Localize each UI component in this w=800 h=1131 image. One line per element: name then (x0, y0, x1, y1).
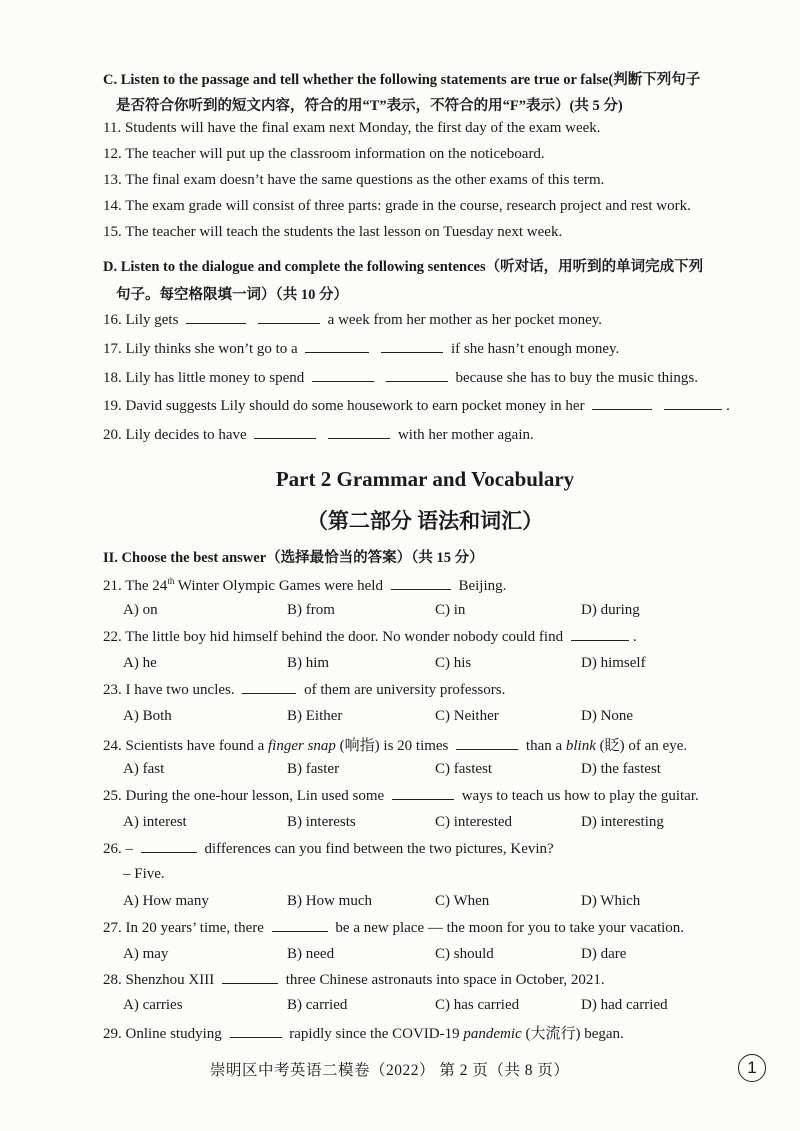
option-d[interactable]: D) Which (581, 893, 641, 909)
question-11: 11. Students will have the final exam next Monday, the first day of the exam week. (103, 120, 601, 136)
question-12: 12. The teacher will put up the classroom information on the noticeboard. (103, 146, 545, 162)
q23-options (123, 708, 763, 728)
option-b[interactable]: B) him (287, 655, 330, 671)
option-b[interactable]: B) carried (287, 997, 348, 1013)
option-a[interactable]: A) fast (123, 761, 165, 777)
q17-text-before: 17. Lily thinks she won’t go to a (103, 341, 298, 357)
answer-blank[interactable] (456, 737, 518, 750)
option-b[interactable]: B) interests (287, 814, 356, 830)
q24-text-before: 24. Scientists have found a (103, 738, 268, 754)
section-d-title-line2: 句子。每空格限填一词）（共 10 分） (116, 287, 348, 303)
option-a[interactable]: A) carries (123, 997, 183, 1013)
answer-blank[interactable] (664, 397, 722, 410)
answer-blank[interactable] (230, 1025, 282, 1038)
option-a[interactable]: A) he (123, 655, 157, 671)
part-2-subtitle: （第二部分 语法和词汇） (306, 509, 544, 533)
answer-blank[interactable] (272, 919, 328, 932)
question-14: 14. The exam grade will consist of three parts: grade in the course, research project and rest work. (103, 198, 691, 214)
q18-text-after: because she has to buy the music things. (455, 370, 698, 386)
q24-text-middle: (响指) is 20 times (335, 738, 449, 754)
question-29 (103, 1022, 624, 1043)
answer-blank[interactable] (391, 577, 451, 590)
question-27 (103, 919, 684, 937)
answer-blank[interactable] (186, 311, 246, 324)
q24-text-after: than a (525, 738, 566, 754)
question-20 (103, 426, 534, 444)
option-d[interactable]: D) the fastest (581, 761, 661, 777)
q20-text-after: with her mother again. (397, 427, 534, 443)
q29-italic-term: pandemic (463, 1026, 522, 1042)
option-c[interactable]: C) his (435, 655, 472, 671)
question-22 (103, 628, 637, 646)
q22-text-before: 22. The little boy hid himself behind the door. No wonder nobody could find (103, 629, 564, 645)
answer-blank[interactable] (381, 340, 443, 353)
q24-options (123, 761, 763, 781)
q17-text-after: if she hasn’t enough money. (450, 341, 620, 357)
q24-italic-term: finger snap (267, 738, 336, 754)
option-d[interactable]: D) himself (581, 655, 646, 671)
question-15: 15. The teacher will teach the students the last lesson on Tuesday next week. (103, 224, 563, 240)
q24-italic-term-2: blink (565, 738, 596, 754)
q25-options (123, 814, 763, 834)
q23-text-after: of them are university professors. (304, 682, 506, 698)
option-c[interactable]: C) interested (435, 814, 513, 830)
question-24 (103, 734, 687, 755)
option-a[interactable]: A) How many (123, 893, 209, 909)
option-c[interactable]: C) fastest (435, 761, 493, 777)
answer-blank[interactable] (328, 426, 390, 439)
option-a[interactable]: A) interest (123, 814, 187, 830)
section-c-title-line2: 是否符合你听到的短文内容，符合的用“T”表示，不符合的用“F”表示）(共 5 分) (116, 98, 623, 114)
option-c[interactable]: C) has carried (435, 997, 520, 1013)
option-d[interactable]: D) interesting (581, 814, 664, 830)
option-b[interactable]: B) from (287, 602, 335, 618)
option-c[interactable]: C) should (435, 946, 494, 962)
option-c[interactable]: C) in (435, 602, 466, 618)
q28-text-after: three Chinese astronauts into space in October, 2021. (285, 972, 605, 988)
answer-blank[interactable] (392, 787, 454, 800)
q27-text-after: be a new place — the moon for you to take your vacation. (335, 920, 685, 936)
page-footer: 崇明区中考英语二模卷（2022） 第 2 页（共 8 页） (210, 1062, 570, 1079)
q28-options (123, 997, 763, 1017)
q22-text-after: . (632, 629, 637, 645)
q26-text-after: differences can you find between the two pictures, Kevin? (204, 841, 554, 857)
q21-text-after: Beijing. (458, 578, 507, 594)
option-a[interactable]: A) Both (123, 708, 172, 724)
q20-text-before: 20. Lily decides to have (103, 427, 247, 443)
option-b[interactable]: B) need (287, 946, 335, 962)
question-23 (103, 681, 505, 699)
q23-text-before: 23. I have two uncles. (103, 682, 235, 698)
option-b[interactable]: B) How much (287, 893, 372, 909)
option-a[interactable]: A) may (123, 946, 169, 962)
q26-answer: – Five. (123, 866, 165, 882)
answer-blank[interactable] (571, 628, 629, 641)
question-25 (103, 787, 699, 805)
q26-text-before: 26. – (103, 841, 133, 857)
q29-text-after: (大流行) began. (521, 1026, 624, 1042)
section-d-title-line1: D. Listen to the dialogue and complete the following sentences（听对话，用听到的单词完成下列 (103, 259, 704, 275)
option-d[interactable]: D) during (581, 602, 640, 618)
part-2-title: Part 2 Grammar and Vocabulary (275, 467, 575, 491)
q19-text-after: . (726, 398, 730, 414)
question-21 (103, 576, 506, 595)
option-b[interactable]: B) Either (287, 708, 343, 724)
q25-text-after: ways to teach us how to play the guitar. (461, 788, 699, 804)
option-b[interactable]: B) faster (287, 761, 340, 777)
q21-text-middle: Winter Olympic Games were held (174, 578, 383, 594)
question-28 (103, 971, 605, 989)
q18-text-before: 18. Lily has little money to spend (103, 370, 305, 386)
option-a[interactable]: A) on (123, 602, 158, 618)
q27-text-before: 27. In 20 years’ time, there (103, 920, 264, 936)
q16-text-after: a week from her mother as her pocket money. (327, 312, 603, 328)
option-c[interactable]: C) Neither (435, 708, 499, 724)
answer-blank[interactable] (386, 369, 448, 382)
circled-page-number: 1 (738, 1054, 766, 1082)
option-d[interactable]: D) dare (581, 946, 627, 962)
q29-text-middle: rapidly since the COVID-19 (289, 1026, 464, 1042)
question-19 (103, 397, 730, 415)
section-c-title-line1: C. Listen to the passage and tell whether the following statements are true or false(判断下列句子 (103, 72, 701, 88)
q19-text-before: 19. David suggests Lily should do some housework to earn pocket money in her (103, 398, 585, 414)
answer-blank[interactable] (312, 369, 374, 382)
q21-options (123, 602, 763, 622)
answer-blank[interactable] (242, 681, 296, 694)
q28-text-before: 28. Shenzhou XIII (103, 972, 215, 988)
q16-text-before: 16. Lily gets (103, 312, 179, 328)
q27-options (123, 946, 763, 966)
question-16 (103, 311, 602, 329)
q21-superscript: th (167, 576, 175, 586)
answer-blank[interactable] (141, 840, 197, 853)
option-d[interactable]: D) None (581, 708, 634, 724)
answer-blank[interactable] (592, 397, 652, 410)
question-18 (103, 369, 698, 387)
section-ii-title: II. Choose the best answer（选择最恰当的答案）（共 15 分） (103, 550, 484, 566)
answer-blank[interactable] (222, 971, 278, 984)
question-13: 13. The final exam doesn’t have the same questions as the other exams of this term. (103, 172, 605, 188)
option-d[interactable]: D) had carried (581, 997, 668, 1013)
question-26 (103, 840, 554, 858)
q29-text-before: 29. Online studying (103, 1026, 222, 1042)
q21-text-before: 21. The 24 (103, 578, 168, 594)
answer-blank[interactable] (305, 340, 369, 353)
q24-text-end: (眨) of an eye. (595, 738, 688, 754)
answer-blank[interactable] (254, 426, 316, 439)
q26-options (123, 893, 763, 913)
q22-options (123, 655, 763, 675)
question-17 (103, 340, 619, 358)
option-c[interactable]: C) When (435, 893, 490, 909)
q25-text-before: 25. During the one-hour lesson, Lin used some (103, 788, 385, 804)
answer-blank[interactable] (258, 311, 320, 324)
